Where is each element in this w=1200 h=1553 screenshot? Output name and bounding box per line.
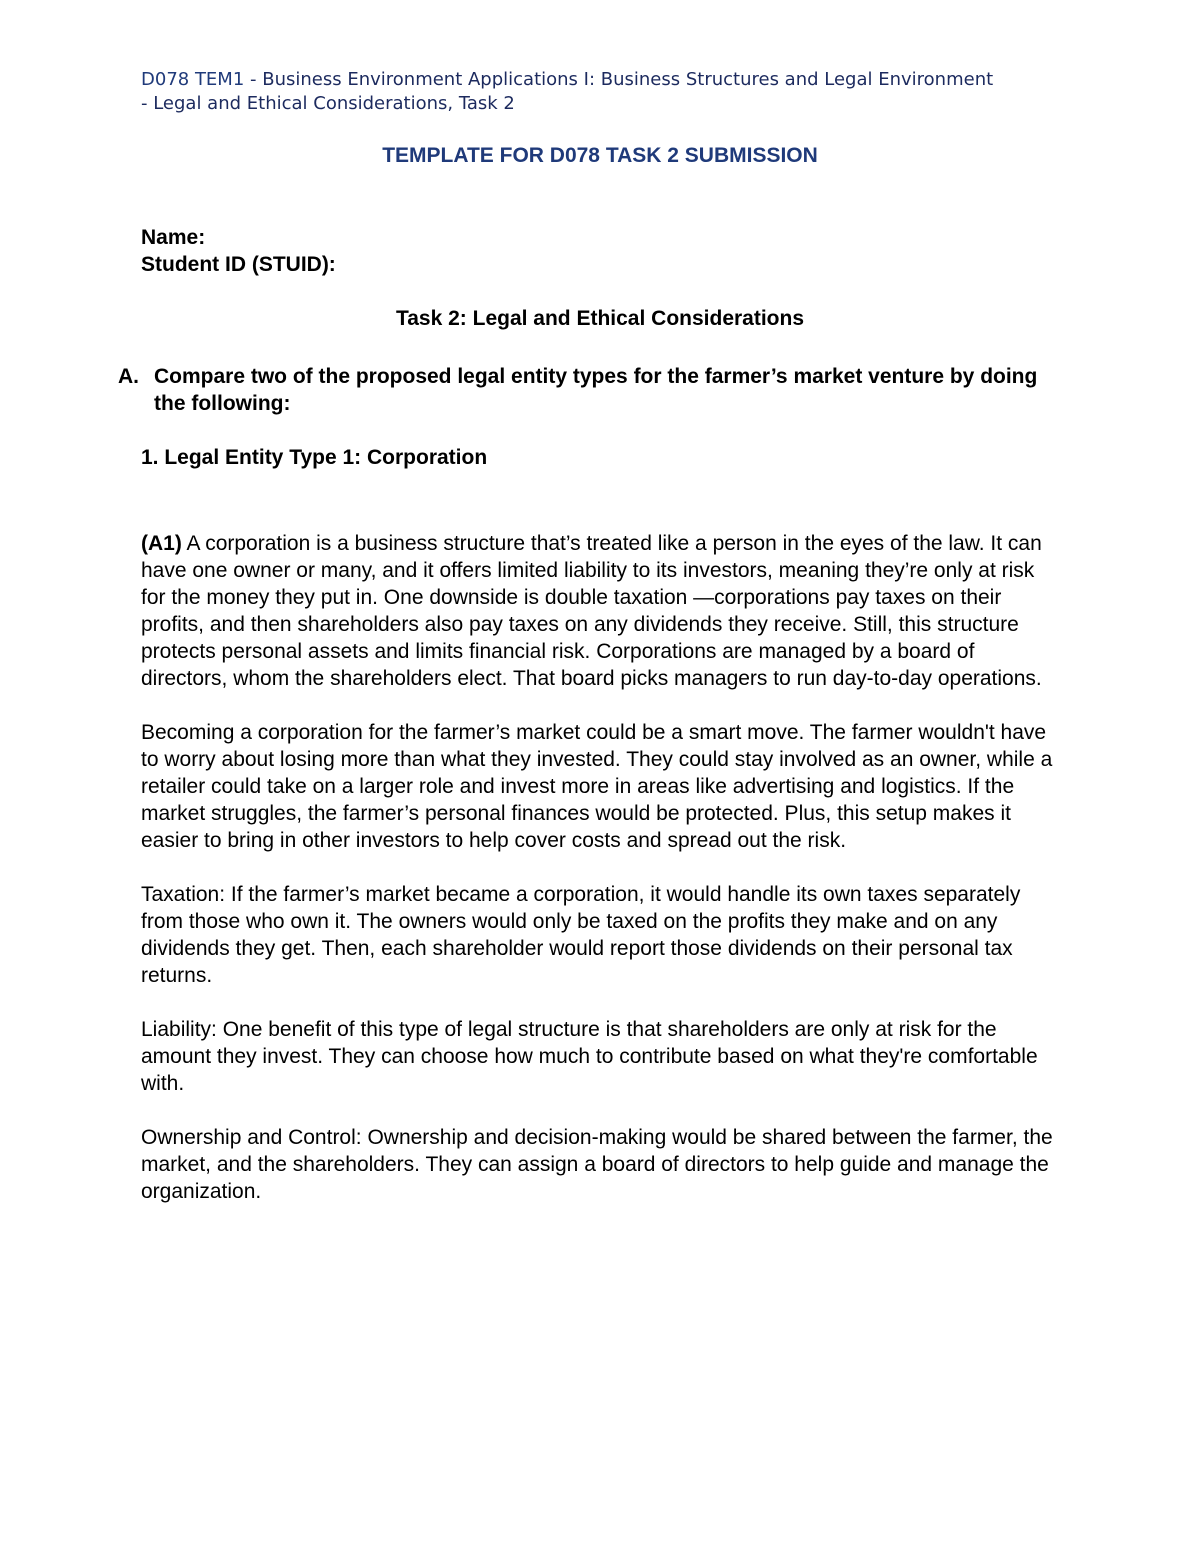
student-fields bbox=[141, 224, 336, 278]
body-text bbox=[141, 530, 1061, 1232]
name-label: Name: bbox=[141, 226, 206, 249]
paragraph-a1 bbox=[141, 530, 1061, 692]
template-title: TEMPLATE FOR D078 TASK 2 SUBMISSION bbox=[382, 144, 818, 167]
paragraph-ownership: Ownership and Control: Ownership and decision-making would be shared between the farmer, the market, and the shareholders. They can assign a board of directors to help guide and manage the organization. bbox=[141, 1126, 1053, 1203]
section-a-letter: A. bbox=[118, 365, 139, 388]
paragraph-benefits: Becoming a corporation for the farmer’s market could be a smart move. The farmer wouldn't have to worry about losing more than what they invested. They could stay involved as an owner, while a retailer could take on a larger role and invest more in areas like advertising and logistics. If the market struggles, the farmer’s personal finances would be protected. Plus, this setup makes it easier to bring in other investors to help cover costs and spread out the risk. bbox=[141, 721, 1053, 852]
subsection-1-heading: 1. Legal Entity Type 1: Corporation bbox=[141, 446, 488, 469]
task-title: Task 2: Legal and Ethical Considerations bbox=[395, 307, 805, 330]
student-id-label: Student ID (STUID): bbox=[141, 253, 336, 276]
course-code: D078 TEM1 bbox=[141, 69, 245, 90]
paragraph-a1-label: (A1) bbox=[141, 532, 182, 555]
paragraph-taxation: Taxation: If the farmer’s market became a corporation, it would handle its own taxes separately from those who own it. The owners would only be taxed on the profits they make and on any dividends they get. Then, each shareholder would report those dividends on their personal tax returns. bbox=[141, 883, 1021, 987]
paragraph-liability: Liability: One benefit of this type of legal structure is that shareholders are only at risk for the amount they invest. They can choose how much to contribute based on what they're comfortable with. bbox=[141, 1018, 1038, 1095]
course-title: - Business Environment Applications I: Business Structures and Legal Environment - Legal and Ethical Considerations, Task 2 bbox=[141, 69, 994, 114]
section-a-heading bbox=[118, 363, 1058, 417]
paragraph-a1-text: A corporation is a business structure that’s treated like a person in the eyes of the law. It can have one owner or many, and it offers limited liability to its investors, meaning they’re only at risk for the money they put in. One downside is double taxation —corporations pay taxes on their profits, and then shareholders also pay taxes on any dividends they receive. Still, this structure protects personal assets and limits financial risk. Corporations are managed by a board of directors, whom the shareholders elect. That board picks managers to run day-to-day operations. bbox=[141, 532, 1042, 690]
course-header bbox=[141, 68, 1001, 116]
section-a-text: Compare two of the proposed legal entity types for the farmer’s market venture by doing the following: bbox=[154, 365, 1038, 415]
